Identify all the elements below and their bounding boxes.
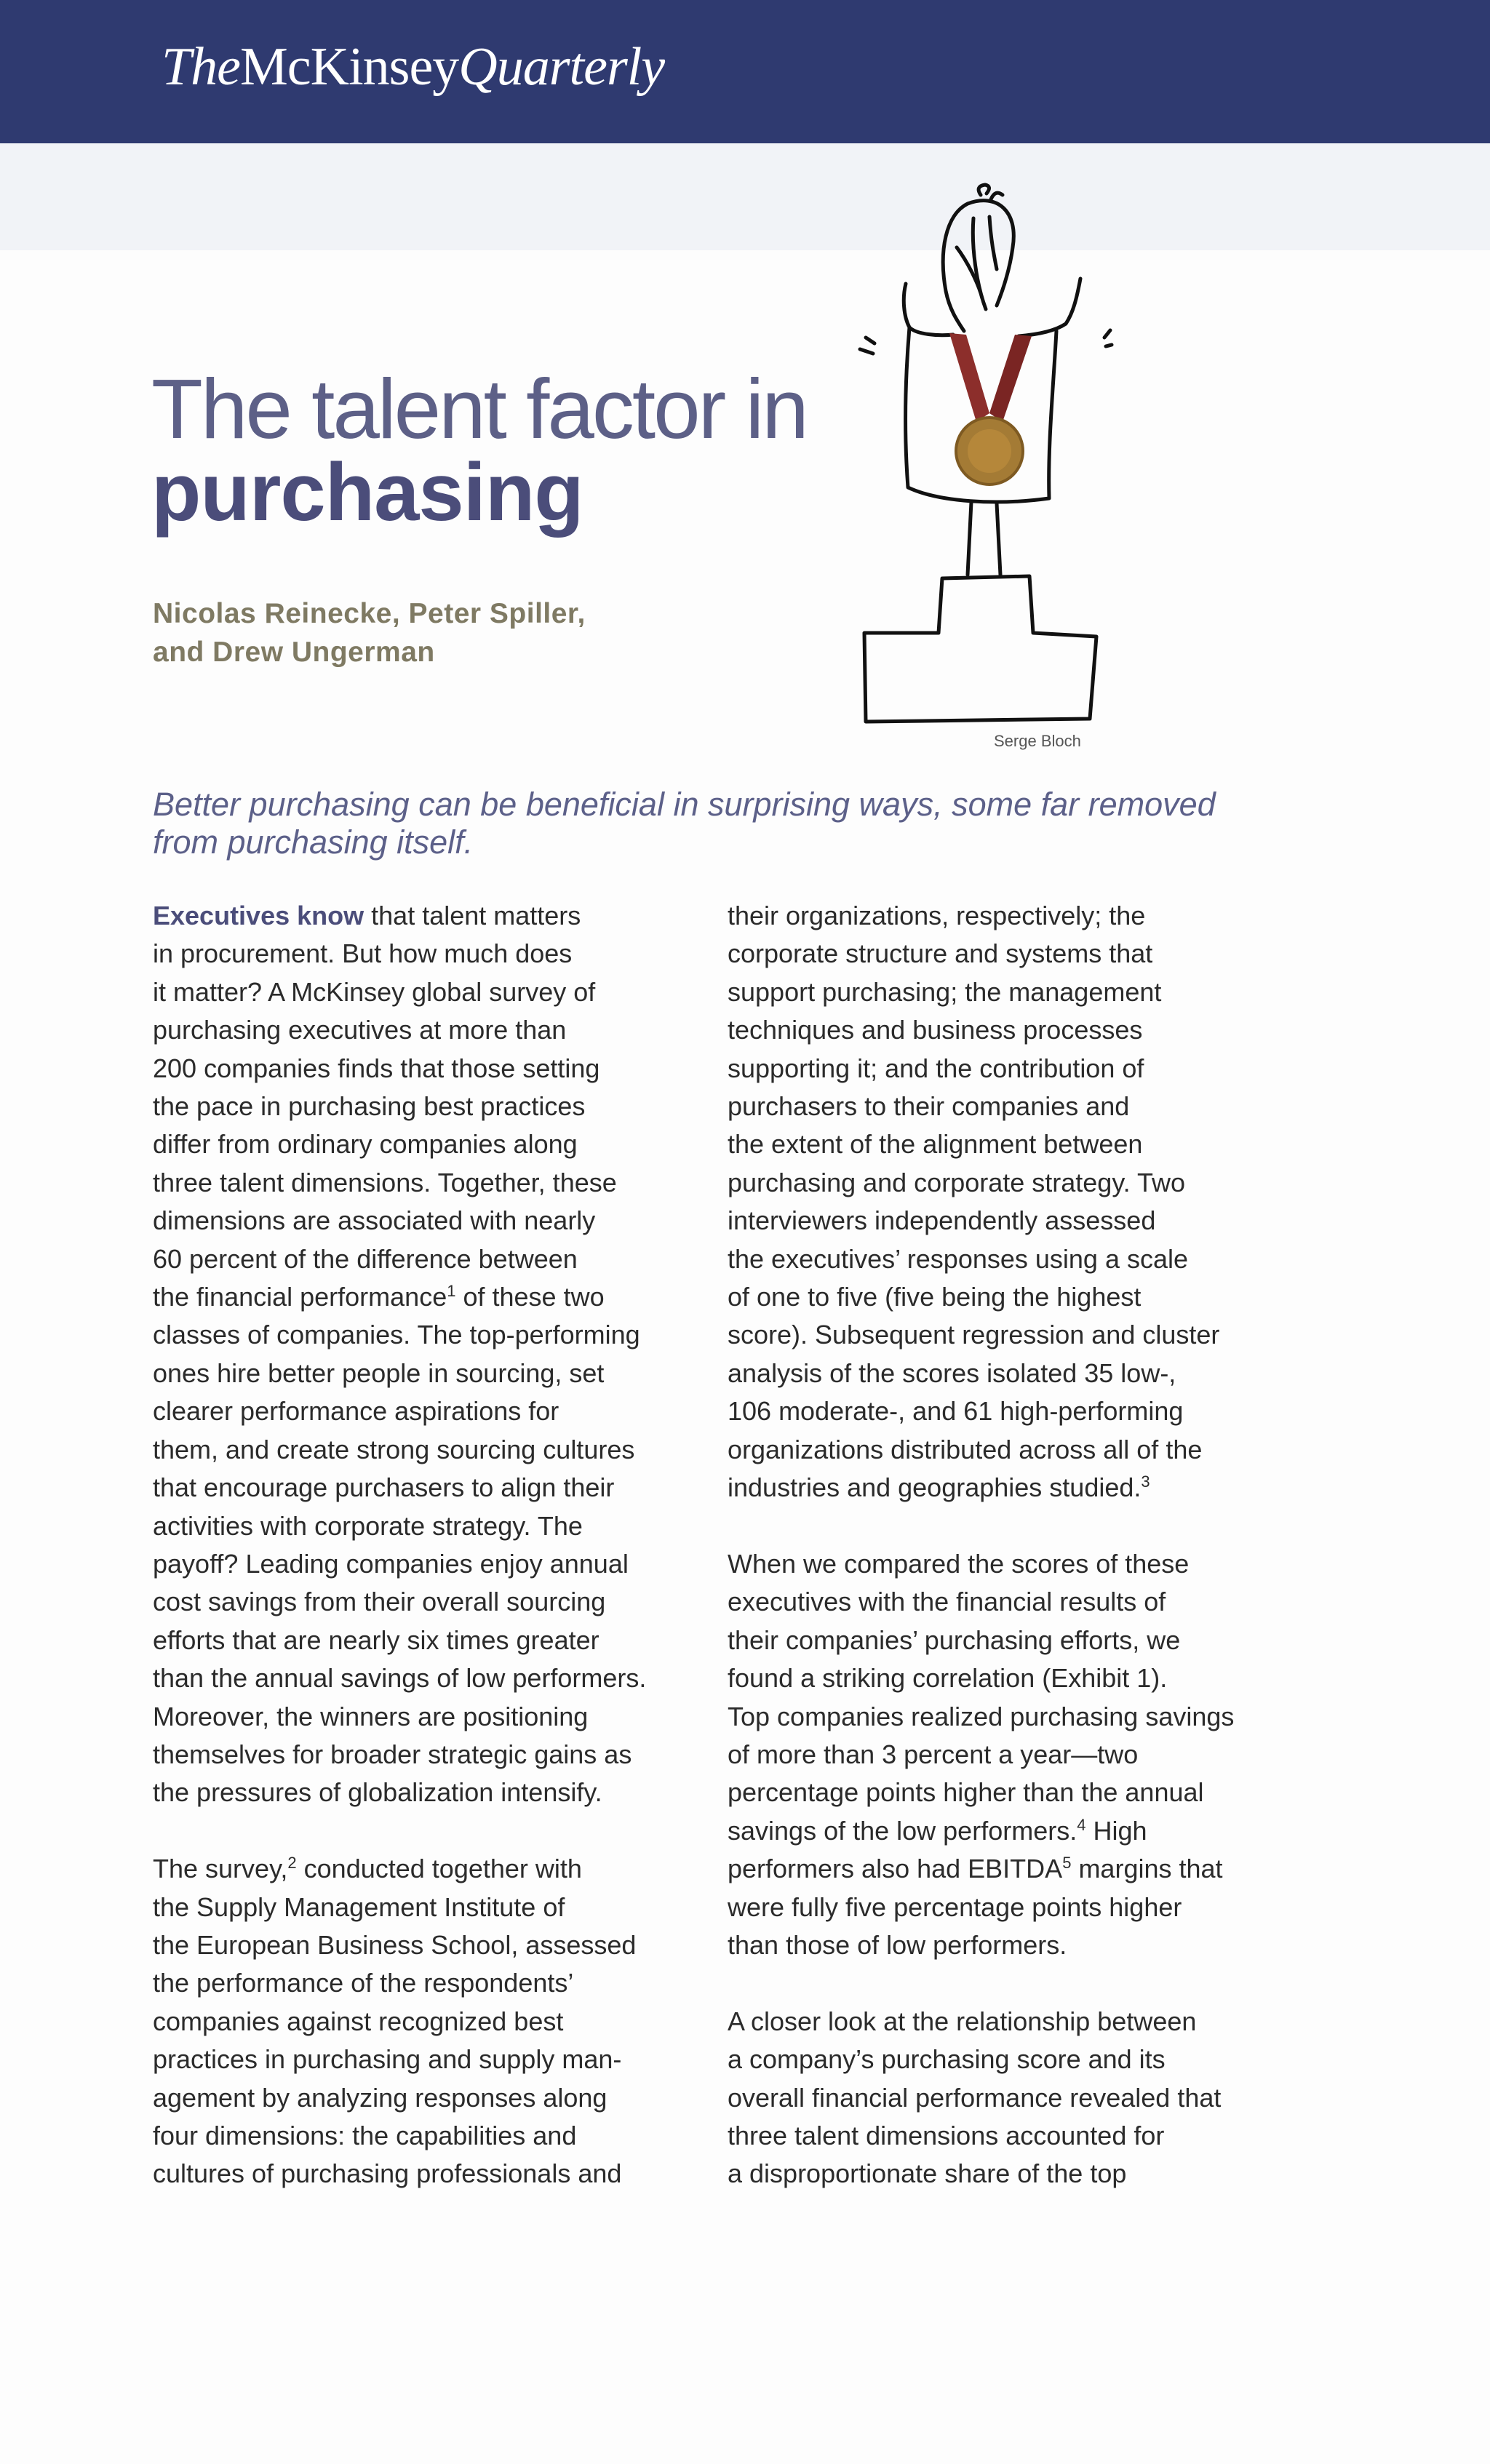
paragraph	[728, 897, 1295, 1507]
text-line: cost savings from their overall sourcing	[153, 1587, 606, 1617]
article-title-line1: The talent factor in	[151, 362, 807, 456]
text-line: corporate structure and systems that	[728, 938, 1153, 969]
text-line: the extent of the alignment between	[728, 1129, 1143, 1160]
text-line: overall financial performance revealed that	[728, 2082, 1222, 2113]
text-line: practices in purchasing and supply man-	[153, 2044, 622, 2075]
text-line: in procurement. But how much does	[153, 938, 573, 969]
brand-name: McKinsey	[240, 37, 459, 97]
text-line: three talent dimensions accounted for	[728, 2120, 1165, 2150]
text-line: percentage points higher than the annual	[728, 1777, 1204, 1808]
illustration-credit: Serge Bloch	[994, 732, 1081, 750]
text-line: When we compared the scores of these	[728, 1548, 1190, 1579]
text-line: Moreover, the winners are positioning	[153, 1701, 589, 1731]
paragraph	[153, 897, 720, 1812]
text-line: 60 percent of the difference between	[153, 1243, 578, 1274]
text-line: found a striking correlation (Exhibit 1).	[728, 1663, 1168, 1694]
text-line: their organizations, respectively; the	[728, 901, 1146, 930]
text-line: activities with corporate strategy. The	[153, 1510, 583, 1541]
text-line: the European Business School, assessed	[153, 1929, 637, 1960]
paragraph	[728, 2003, 1295, 2193]
text-line: the financial performance$^1$ of these two	[153, 1282, 605, 1312]
text-line: savings of the low performers.$^4$ High	[728, 1815, 1147, 1846]
text-line: them, and create strong sourcing cultures	[153, 1434, 635, 1464]
footnote-ref-5[interactable]: 5	[1062, 1854, 1072, 1873]
text-line: than those of low performers.	[728, 1929, 1067, 1960]
text-line: A closer look at the relationship between	[728, 2006, 1197, 2036]
text-line: purchasing and corporate strategy. Two	[728, 1167, 1186, 1197]
text-line: supporting it; and the contribution of	[728, 1053, 1144, 1083]
motion-lines-left	[860, 338, 875, 354]
text-line: it matter? A McKinsey global survey of	[153, 976, 596, 1007]
motion-lines-right	[1104, 330, 1112, 346]
brand-prefix: The	[162, 37, 240, 97]
text-line: differ from ordinary companies along	[153, 1129, 578, 1160]
footnote-ref-3[interactable]: 3	[1141, 1472, 1150, 1491]
article-title-line2: purchasing	[151, 447, 583, 538]
authors-line2: and Drew Ungerman	[153, 637, 435, 668]
text-line: the Supply Management Institute of	[153, 1891, 565, 1922]
medal-ribbon-right	[989, 335, 1032, 422]
text-line: ones hire better people in sourcing, set	[153, 1357, 605, 1388]
text-line: Top companies realized purchasing savings	[728, 1701, 1235, 1731]
text-line: 200 companies finds that those setting	[153, 1053, 600, 1083]
text-line: dimensions are associated with nearly	[153, 1205, 596, 1236]
medal-inner	[968, 429, 1011, 473]
text-line: executives with the financial results of	[728, 1587, 1166, 1617]
text-line: three talent dimensions. Together, these	[153, 1167, 617, 1197]
text-line: companies against recognized best	[153, 2006, 564, 2036]
text-line: analysis of the scores isolated 35 low-,	[728, 1357, 1176, 1388]
text-line: than the annual savings of low performers.	[153, 1663, 647, 1694]
text-line: classes of companies. The top-performing	[153, 1320, 640, 1350]
text-line: were fully five percentage points higher	[728, 1891, 1182, 1922]
header-band	[0, 143, 1490, 250]
text-line: payoff? Leading companies enjoy annual	[153, 1548, 629, 1579]
right-arm	[1019, 279, 1080, 336]
authors-line1: Nicolas Reinecke, Peter Spiller,	[153, 598, 586, 629]
footnote-ref-1[interactable]: 1	[447, 1282, 456, 1301]
medal-ribbon-left	[949, 333, 989, 422]
text-line: performers also had EBITDA$^5$ margins that	[728, 1854, 1223, 1884]
paragraph	[153, 1850, 720, 2193]
body-column-right	[728, 897, 1295, 2193]
text-line: Executives know that talent matters	[153, 901, 581, 930]
text-line: cultures of purchasing professionals and	[153, 2158, 622, 2189]
lead-in: Executives know	[153, 901, 364, 930]
text-line: clearer performance aspirations for	[153, 1396, 559, 1427]
text-line: techniques and business processes	[728, 1015, 1143, 1045]
text-line: The survey,$^2$ conducted together with	[153, 1854, 582, 1884]
text-line: the pace in purchasing best practices	[153, 1091, 586, 1122]
text-line: score). Subsequent regression and cluster	[728, 1320, 1220, 1350]
text-line: the pressures of globalization intensify.	[153, 1777, 602, 1808]
dek-line2: from purchasing itself.	[153, 824, 474, 861]
publication-logo[interactable]	[162, 36, 664, 98]
text-line: agement by analyzing responses along	[153, 2082, 607, 2113]
figure-head	[943, 201, 1013, 331]
text-line: of more than 3 percent a year—two	[728, 1739, 1139, 1769]
text-line: industries and geographies studied.$^3$	[728, 1472, 1150, 1503]
footnote-ref-4[interactable]: 4	[1077, 1815, 1086, 1834]
text-line: interviewers independently assessed	[728, 1205, 1156, 1236]
text-line: their companies’ purchasing efforts, we	[728, 1624, 1181, 1655]
text-line: support purchasing; the management	[728, 976, 1162, 1007]
paragraph	[728, 1545, 1295, 1964]
face-lines	[957, 217, 997, 309]
text-line: the performance of the respondents’	[153, 1968, 574, 1998]
brand-suffix: Quarterly	[458, 37, 665, 97]
text-line: of one to five (five being the highest	[728, 1282, 1142, 1312]
text-line: efforts that are nearly six times greater	[153, 1624, 599, 1655]
text-line: purchasers to their companies and	[728, 1091, 1130, 1122]
podium	[864, 576, 1096, 722]
text-line: purchasing executives at more than	[153, 1015, 567, 1045]
text-line: the executives’ responses using a scale	[728, 1243, 1189, 1274]
hair-curl	[979, 185, 1003, 199]
body-column-left	[153, 897, 720, 2193]
text-line: a company’s purchasing score and its	[728, 2044, 1166, 2075]
text-line: 106 moderate-, and 61 high-performing	[728, 1396, 1184, 1427]
medal-podium-illustration	[822, 182, 1120, 727]
footnote-ref-2[interactable]: 2	[287, 1854, 297, 1873]
article-authors	[153, 594, 586, 671]
article-dek	[153, 786, 1288, 861]
text-line: themselves for broader strategic gains as	[153, 1739, 632, 1769]
text-line: four dimensions: the capabilities and	[153, 2120, 577, 2150]
masthead	[0, 0, 1490, 143]
dek-line1: Better purchasing can be beneficial in surprising ways, some far removed	[153, 786, 1216, 823]
text-line: organizations distributed across all of the	[728, 1434, 1203, 1464]
text-line: a disproportionate share of the top	[728, 2158, 1127, 2189]
legs	[968, 502, 1000, 575]
text-line: that encourage purchasers to align their	[153, 1472, 615, 1503]
